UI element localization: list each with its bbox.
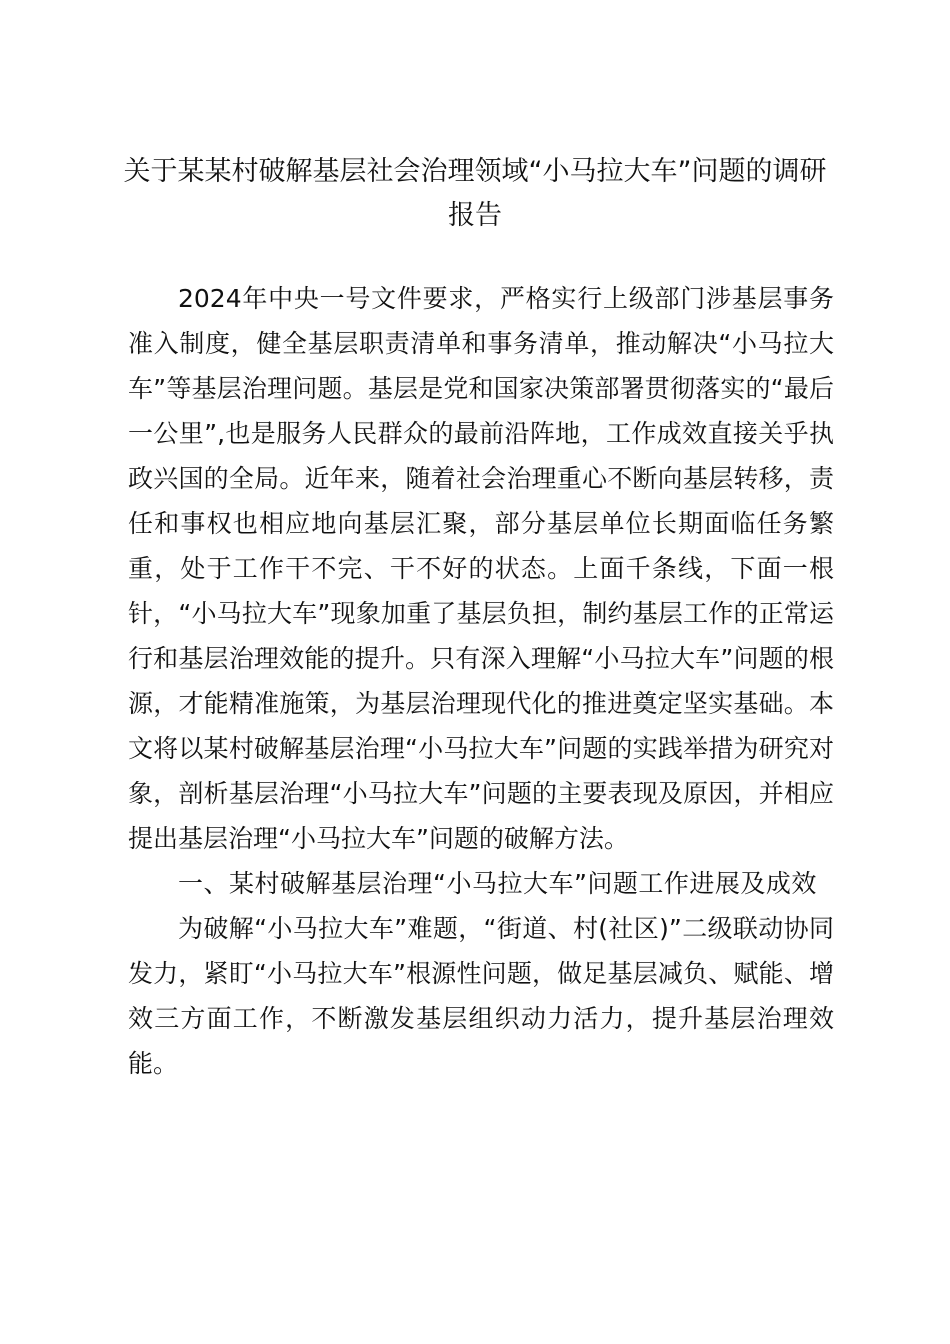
document-body — [128, 276, 834, 1086]
intro-paragraph: 2024年中央一号文件要求，严格实行上级部门涉基层事务准入制度，健全基层职责清单和事务清单，推动解决“小马拉大车”等基层治理问题。基层是党和国家决策部署贯彻落实的“最后一公里”,也是服务人民群众的最前沿阵地，工作成效直接关乎执政兴国的全局。近年来，随着社会治理重心不断向基层转移，责任和事权也相应地向基层汇聚，部分基层单位长期面临任务繁重，处于工作干不完、干不好的状态。上面千条线，下面一根针，“小马拉大车”现象加重了基层负担，制约基层工作的正常运行和基层治理效能的提升。只有深入理解“小马拉大车”问题的根源，才能精准施策，为基层治理现代化的推进奠定坚实基础。本文将以某村破解基层治理“小马拉大车”问题的实践举措为研究对象，剖析基层治理“小马拉大车”问题的主要表现及原因，并相应提出基层治理“小马拉大车”问题的破解方法。 — [128, 284, 834, 853]
section-heading: 一、某村破解基层治理“小马拉大车”问题工作进展及成效 — [178, 869, 817, 898]
document-title: 关于某某村破解基层社会治理领域“小马拉大车”问题的调研报告 — [123, 156, 827, 231]
section-paragraph: 为破解“小马拉大车”难题，“街道、村(社区)”二级联动协同发力，紧盯“小马拉大车”根源性问题，做足基层减负、赋能、增效三方面工作，不断激发基层组织动力活力，提升基层治理效能。 — [128, 914, 834, 1078]
